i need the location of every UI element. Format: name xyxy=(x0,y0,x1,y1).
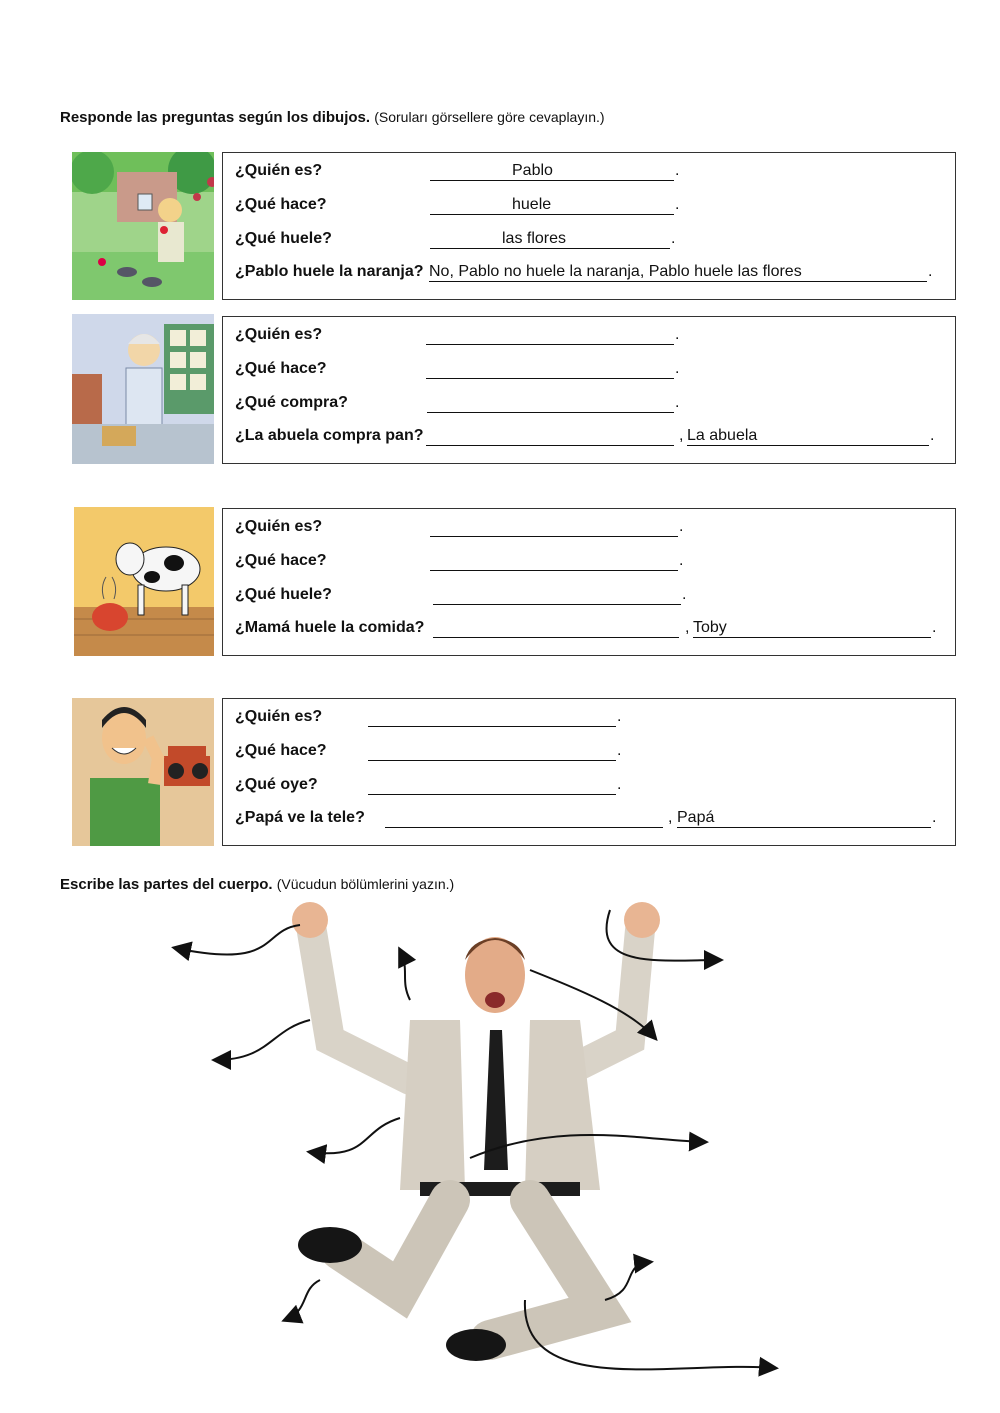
exercise-1-answer-3[interactable]: las flores xyxy=(430,230,670,249)
man-listening-radio-picture xyxy=(72,698,214,846)
exercise-1-box xyxy=(222,152,956,300)
exercise-4-answer-3[interactable] xyxy=(368,776,616,795)
exercise-3-question-2: ¿Qué hace? xyxy=(235,552,327,569)
exercise-3-answer-4b[interactable]: Toby xyxy=(693,619,931,638)
exercise-3-answer-3[interactable] xyxy=(433,586,681,605)
exercise-4-answer-4b[interactable]: Papá xyxy=(677,809,931,828)
exercise-1-question-4: ¿Pablo huele la naranja? xyxy=(235,263,424,280)
exercise-3-question-1: ¿Quién es? xyxy=(235,518,323,535)
section-2-title: Escribe las partes del cuerpo. xyxy=(60,876,273,893)
exercise-2-answer-1[interactable] xyxy=(426,326,674,345)
exercise-3-answer-2[interactable] xyxy=(430,552,678,571)
exercise-4-answer-4a[interactable] xyxy=(385,809,663,828)
exercise-3-answer-1[interactable] xyxy=(430,518,678,537)
period: . xyxy=(932,619,937,636)
period: . xyxy=(675,162,680,179)
period: . xyxy=(679,552,684,569)
exercise-1-answer-1[interactable]: Pablo xyxy=(430,162,674,181)
exercise-4-box xyxy=(222,698,956,846)
exercise-2-answer-4b[interactable]: La abuela xyxy=(687,427,929,446)
exercise-3-box xyxy=(222,508,956,656)
period: . xyxy=(671,230,676,247)
period: . xyxy=(675,360,680,377)
exercise-1-answer-4[interactable]: No, Pablo no huele la naranja, Pablo huele las flores xyxy=(429,263,927,282)
grandmother-shopping-picture xyxy=(72,314,214,464)
section-1-note: (Soruları görsellere göre cevaplayın.) xyxy=(374,109,605,125)
exercise-2-question-3: ¿Qué compra? xyxy=(235,394,348,411)
period: . xyxy=(928,263,933,280)
period: . xyxy=(617,742,622,759)
exercise-2-answer-3[interactable] xyxy=(427,394,674,413)
exercise-2-question-2: ¿Qué hace? xyxy=(235,360,327,377)
period: . xyxy=(675,196,680,213)
exercise-3-question-3: ¿Qué huele? xyxy=(235,586,332,603)
exercise-3-question-4: ¿Mamá huele la comida? xyxy=(235,619,425,636)
period: . xyxy=(682,586,687,603)
period: . xyxy=(675,394,680,411)
exercise-4-question-3: ¿Qué oye? xyxy=(235,776,318,793)
jumping-man-picture xyxy=(160,890,800,1400)
exercise-4-question-4: ¿Papá ve la tele? xyxy=(235,809,365,826)
comma: , xyxy=(685,619,690,636)
section-1-title: Responde las preguntas según los dibujos. xyxy=(60,109,371,126)
section-2-note: (Vücudun bölümlerini yazın.) xyxy=(276,876,455,892)
exercise-2-box xyxy=(222,316,956,464)
exercise-4-answer-2[interactable] xyxy=(368,742,616,761)
period: . xyxy=(679,518,684,535)
exercise-1-answer-2[interactable]: huele xyxy=(430,196,674,215)
exercise-4-question-2: ¿Qué hace? xyxy=(235,742,327,759)
exercise-2-question-4: ¿La abuela compra pan? xyxy=(235,427,424,444)
period: . xyxy=(930,427,935,444)
exercise-2-answer-2[interactable] xyxy=(426,360,674,379)
exercise-1-question-1: ¿Quién es? xyxy=(235,162,323,179)
comma: , xyxy=(679,427,684,444)
exercise-2-question-1: ¿Quién es? xyxy=(235,326,323,343)
period: . xyxy=(617,776,622,793)
period: . xyxy=(675,326,680,343)
man-figure xyxy=(292,902,660,1361)
exercise-2-answer-4a[interactable] xyxy=(426,427,674,446)
section-1-heading xyxy=(60,109,605,126)
exercise-1-question-3: ¿Qué huele? xyxy=(235,230,332,247)
period: . xyxy=(617,708,622,725)
period: . xyxy=(932,809,937,826)
dog-smelling-food-picture xyxy=(74,507,214,656)
exercise-4-question-1: ¿Quién es? xyxy=(235,708,323,725)
exercise-3-answer-4a[interactable] xyxy=(433,619,679,638)
comma: , xyxy=(668,809,673,826)
exercise-1-question-2: ¿Qué hace? xyxy=(235,196,327,213)
boy-smelling-flowers-picture xyxy=(72,152,214,300)
exercise-4-answer-1[interactable] xyxy=(368,708,616,727)
